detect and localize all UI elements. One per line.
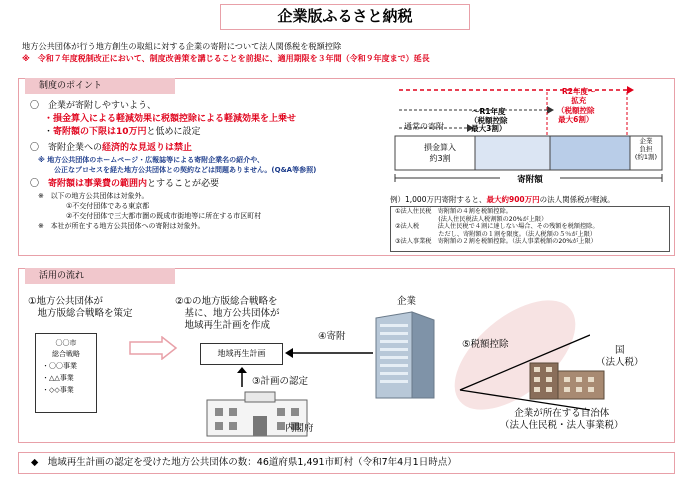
step-3: ③計画の認定 — [252, 376, 309, 387]
point-3: 〇 寄附額は事業費の範囲内とすることが必要 — [30, 179, 220, 189]
tax-legend — [390, 206, 670, 252]
company-building-icon — [374, 310, 436, 400]
arrow-right-icon — [128, 336, 178, 360]
point-3-note1: ※ 以下の地方公共団体は対象外。 — [38, 192, 149, 200]
point-2-note1: ※ 地方公共団体のホームページ・広報誌等による寄附企業名の紹介や、 — [38, 156, 264, 164]
points-header: 制度のポイント — [25, 78, 175, 94]
point-3-note2: ①不交付団体である東京都 — [66, 202, 150, 210]
intro-note: ※ 令和７年度税制改正において、制度改善策を講じることを前提に、適用期限を３年間（令和９年度まで）延長 — [22, 54, 430, 63]
strategy-document — [35, 333, 97, 413]
donation-arrow-icon — [285, 345, 375, 361]
intro — [22, 40, 672, 65]
legend-line: (法人住民税法人税割額の20%が上限） — [395, 215, 548, 223]
label-base: 通常の寄附 — [404, 122, 444, 131]
points-list — [30, 100, 420, 231]
point-3-note4: ※ 本社が所在する地方公共団体への寄附は対象外。 — [38, 222, 205, 230]
bar-seg-old — [475, 136, 550, 170]
doc-title: 〇〇市 総合戦略 — [52, 339, 80, 358]
legend-line: ③法人事業税 寄附額の２割を税額控除。（法人事業税額の20%が上限） — [395, 238, 597, 246]
doc-item: ・△△事業 — [42, 374, 74, 382]
label-mid: ～R1年度 （税額控除 最大3割） — [470, 107, 508, 133]
point-2-note2: 公正なプロセスを経た地方公共団体との契約などは問題ありません。(Q&A等参照) — [54, 166, 317, 174]
bottom-label: 寄附額 — [500, 173, 560, 186]
point-3-note3: ②不交付団体で三大都市圏の既成市街地等に所在する市区町村 — [66, 212, 262, 220]
example-text: 例）1,000万円寄附すると、最大約900万円の法人関係税が軽減。 — [390, 195, 615, 204]
step-4: ④寄附 — [318, 331, 346, 342]
cabinet-label: 内閣府 — [285, 423, 314, 434]
bar-seg-new — [550, 136, 630, 170]
label-new-sub: （税額控除 最大6割） — [557, 106, 595, 124]
seg-company: 企業 負担 (約1割) — [634, 137, 658, 161]
point-2: 〇 寄附企業への経済的な見返りは禁止 — [30, 143, 193, 153]
label-new: R2年度～ 拡充 — [562, 87, 596, 105]
doc-item: ・〇〇事業 — [42, 362, 77, 370]
plan-box: 地域再生計画 — [200, 343, 283, 365]
legend-line: ②法人税 法人住民税で４割に達しない場合、その残額を税額控除。 — [395, 223, 599, 231]
step-5: ⑤税額控除 — [462, 339, 509, 350]
page-title: 企業版ふるさと納税 — [220, 4, 470, 30]
seg-deduction: 損金算入 約3割 — [424, 143, 456, 163]
legend-line: ただし、寄附額の１割を限度。（法人税額の５％が上限） — [395, 230, 597, 238]
point-1b: ・寄附額の下限は10万円と低めに設定 — [44, 127, 201, 137]
point-1: 〇 企業が寄附しやすいよう、 — [30, 101, 157, 111]
footer-note: ◆ 地域再生計画の認定を受けた地方公共団体の数：46道府県1,491市町村（令和7年4月1日時点） — [18, 452, 675, 474]
local-label: 企業が所在する自治体 （法人住民税・法人事業税） — [500, 408, 624, 431]
arrow-icon — [627, 86, 634, 94]
country-label: 国 （法人税） — [596, 345, 644, 368]
point-1a: ・損金算入による軽減効果に税額控除による軽減効果を上乗せ — [44, 114, 297, 124]
intro-line: 地方公共団体が行う地方創生の取組に対する企業の寄附について法人関係税を税額控除 — [22, 41, 342, 51]
step-2: ②①の地方版総合戦略を 基に、地方公共団体が 地域再生計画を作成 — [175, 296, 280, 331]
local-building-icon — [528, 357, 608, 401]
doc-item: ・◇◇事業 — [42, 386, 74, 394]
legend-line: ①法人住民税 寄附額の４割を税額控除。 — [395, 208, 512, 215]
company-label: 企業 — [397, 296, 417, 307]
flow-header: 活用の流れ — [25, 268, 175, 284]
step-1: ①地方公共団体が 地方版総合戦略を策定 — [28, 296, 133, 319]
arrow-up-icon — [236, 367, 248, 387]
arrow-icon — [547, 106, 554, 114]
